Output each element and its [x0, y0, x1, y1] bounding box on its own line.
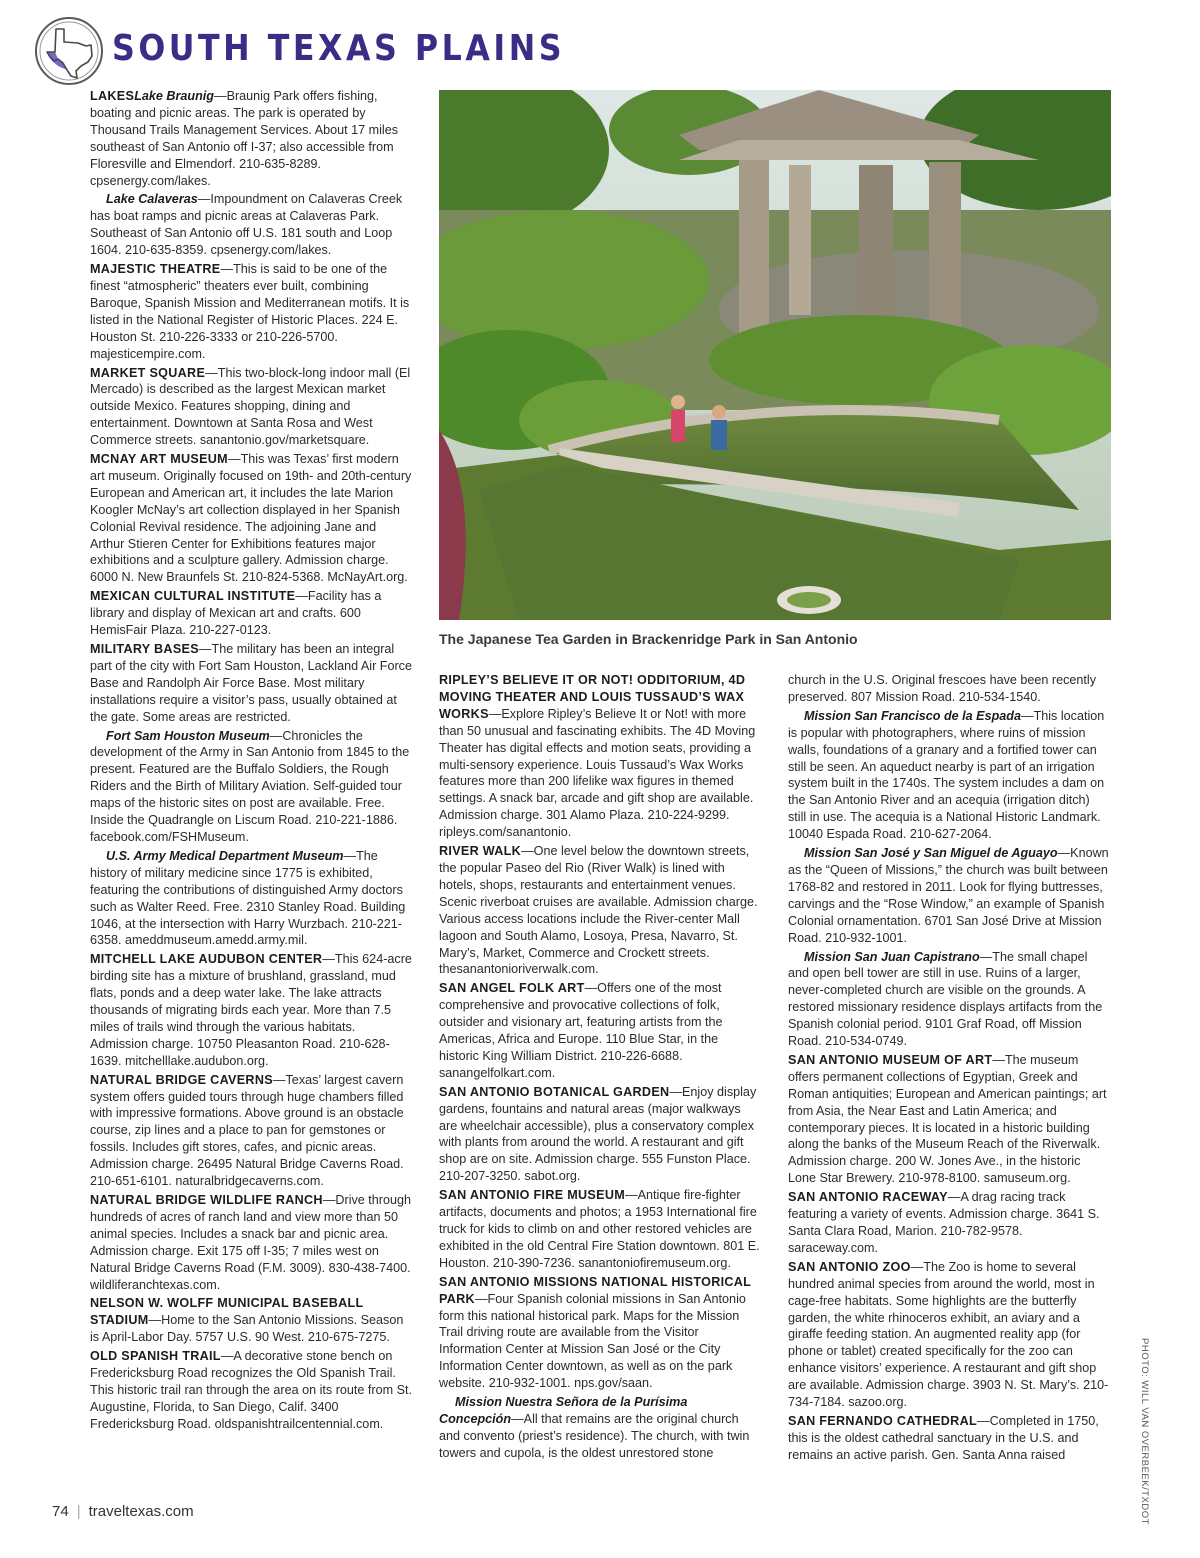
entry-body: —Drive through hundreds of acres of ranch land and view more than 50 animal species. Includes a snack bar and picnic area. Admission charge. Exit 175 off I-35; 7 miles west on Natural Bridge Caverns Road (F.M. 3009). 830-438-7400. wildliferanchtexas.com. — [90, 1193, 412, 1292]
listing-entry — [90, 365, 412, 450]
entry-body: —This was Texas’ first modern art museum. Originally focused on 19th- and 20th-century European and American art, it includes the late Marion Koogler McNay’s art collection displayed in her Spanish Colonial Revival residence. The adjoining Jane and Arthur Stieren Center for Exhibitions features major exhibitions and a sculpture gallery. Admission charge. 6000 N. New Braunfels St. 210-824-5368. McNayArt.org. — [90, 452, 412, 585]
entry-body: —This 624-acre birding site has a mixture of brushland, grassland, mud flats, ponds and a deep water lake. The lake attracts thousands of migrating birds each year. More than 7.5 miles of trails wind through the various habitats. Admission charge. 10750 Pleasanton Road. 210-628-1639. mitchelllake.audubon.org. — [90, 952, 412, 1068]
entry-body: —The small chapel and open bell tower are still in use. Ruins of a larger, never-completed church are visible on the grounds. A restored missionary residence displays artifacts from the Spanish colonial period. 9101 Graf Road, off Mission Road. 210-534-0749. — [788, 949, 1103, 1049]
listing-column-3 — [788, 672, 1110, 1466]
entry-subheading: Lake Braunig — [134, 89, 214, 103]
entry-body: —A drag racing track featuring a variety of events. Admission charge. 3641 S. Santa Clara Road, Marion. 210-782-9578. saraceway.com. — [788, 1190, 1100, 1255]
entry-heading: RIPLEY’S BELIEVE IT OR NOT! ODDITORIUM, 4D MOVING THEATER AND LOUIS TUSSAUD’S WAX WORKS — [439, 673, 746, 721]
listing-entry — [90, 451, 412, 586]
listing-entry — [439, 1394, 761, 1462]
listing-entry — [439, 980, 761, 1081]
entry-heading: MCNAY ART MUSEUM — [90, 452, 228, 467]
entry-body: —A decorative stone bench on Fredericksburg Road recognizes the Old Spanish Trail. This historic trail ran through the area on its route from St. Augustine, Florida, to San Diego, Calif. 3400 Fredericksburg Road. oldspanishtrailcentennial.com. — [90, 1349, 412, 1431]
entry-heading: NELSON W. WOLFF MUNICIPAL BASEBALL STADIUM — [90, 1296, 364, 1328]
listing-column-1 — [90, 88, 412, 1435]
listing-entry — [439, 1274, 761, 1392]
entry-body: —The military has been an integral part of the city with Fort Sam Houston, Lackland Air Force Base and Randolph Air Force Base. Most military installations require a visitor’s pass, usually obtained at the gate. Some areas are restricted. — [90, 642, 412, 724]
listing-entry — [439, 1187, 761, 1272]
entry-heading: OLD SPANISH TRAIL — [90, 1349, 221, 1364]
entry-body: —Enjoy display gardens, fountains and natural areas (major walkways are wheelchair accessible), plus a conservatory complex with plants from around the world. A restaurant and gift shop are on site. Admission charge. 555 Funston Place. 210-207-3250. sabot.org. — [439, 1084, 757, 1184]
listing-column-2 — [439, 672, 761, 1464]
entry-body: —Facility has a library and display of Mexican art and crafts. 600 HemisFair Plaza. 210-227-0123. — [90, 589, 382, 638]
entry-body: —The history of military medicine since 1775 is exhibited, featuring the contributions of distinguished Army doctors such as Walter Reed. Free. 2310 Stanley Road. Building 1046, at the intersection with Harry Wurzbach. 210-221-6358. ameddmuseum.amedd.army.mil. — [90, 848, 406, 948]
listing-entry — [90, 88, 412, 189]
entry-heading: MAJESTIC THEATRE — [90, 262, 221, 277]
entry-heading: SAN ANTONIO MUSEUM OF ART — [788, 1052, 993, 1067]
entry-body: —Four Spanish colonial missions in San Antonio form this national historical park. Maps for the Mission Trail driving route are available from the Visitor Information Center at Mission San José or the City Information Center downtown, as well as on the park website. 210-932-1001. nps.gov/saan. — [439, 1291, 746, 1391]
listing-entry — [90, 588, 412, 639]
entry-subheading: Lake Calaveras — [106, 192, 198, 207]
listing-entry — [90, 1072, 412, 1190]
listing-entry — [788, 1259, 1110, 1411]
entry-body: —This two-block-long indoor mall (El Mercado) is described as the largest Mexican market outside Mexico. Features shopping, dining and entertainment. Downtown at Santa Rosa and West Commerce streets. sanantonio.gov/marketsquare. — [90, 365, 411, 448]
entry-heading: MARKET SQUARE — [90, 365, 206, 380]
entry-body: —Completed in 1750, this is the oldest cathedral sanctuary in the U.S. and remains an active parish. Gen. Santa Anna raised — [788, 1413, 1099, 1462]
entry-heading: SAN ANTONIO BOTANICAL GARDEN — [439, 1084, 670, 1099]
listing-entry — [90, 951, 412, 1069]
page-number: 74 — [52, 1503, 69, 1520]
listing-entry — [788, 708, 1110, 843]
entry-body: —Home to the San Antonio Missions. Season is April-Labor Day. 5757 U.S. 90 West. 210-675-7275. — [90, 1313, 404, 1345]
listing-entry — [90, 848, 412, 949]
entry-heading: LAKES — [90, 89, 135, 103]
entry-heading: SAN FERNANDO CATHEDRAL — [788, 1413, 977, 1428]
listing-entry — [90, 191, 412, 259]
listing-entry — [90, 261, 412, 362]
entry-body: —This location is popular with photographers, where ruins of mission walls, foundations of a granary and a fortified tower can still be seen. An aqueduct nearby is part of an irrigation system built in the 1740s. The system includes a dam on the San Antonio River and an acequia (irrigation ditch) still in use. The acequia is a National Historic Landmark. 10040 Espada Road. 210-627-2064. — [788, 708, 1105, 842]
entry-body: —The museum offers permanent collections of Egyptian, Greek and Roman antiquities; European and American paintings; art from Asia, the Near East and Latin America; and contemporary pieces. It is located in a historic building along the banks of the Museum Reach of the Riverwalk. Admission charge. 200 W. Jones Ave., in the historic Lone Star Brewery. 210-978-8100. samuseum.org. — [788, 1052, 1107, 1186]
entry-body: —This is said to be one of the finest “atmospheric” theaters ever built, combining Baroque, Spanish Mission and Mediterranean motifs. It is listed in the National Register of Historic Places. 224 E. Houston St. 210-226-3333 or 210-226-5700. majesticempire.com. — [90, 262, 410, 361]
entry-heading: SAN ANTONIO MISSIONS NATIONAL HISTORICAL PARK — [439, 1274, 751, 1306]
entry-heading: MITCHELL LAKE AUDUBON CENTER — [90, 952, 323, 967]
entry-body: —Antique fire-fighter artifacts, documents and photos; a 1953 International fire truck for kids to climb on and other restored vehicles are exhibited in the old Central Fire Station downtown. 801 E. Houston. 210-390-7236. sanantoniofiremuseum.org. — [439, 1188, 760, 1270]
listing-entry — [439, 672, 761, 841]
entry-body: —Known as the “Queen of Missions,” the church was built between 1768-82 and restored in 2011. Look for flying buttresses, carvings and the “Rose Window,” an example of Spanish Colonial ornamentation. 6701 San José Drive at Mission Road. 210-932-1001. — [788, 846, 1109, 945]
entry-heading: NATURAL BRIDGE CAVERNS — [90, 1072, 273, 1087]
listing-entry — [90, 641, 412, 726]
listing-entry — [439, 843, 761, 978]
entry-heading: SAN ANTONIO ZOO — [788, 1259, 911, 1274]
entry-heading: SAN ANTONIO RACEWAY — [788, 1190, 948, 1205]
entry-subheading: Mission Nuestra Señora de la Purísima Concepción — [439, 1395, 688, 1426]
listing-entry — [90, 1348, 412, 1433]
entry-heading: RIVER WALK — [439, 844, 522, 859]
entry-body: —Chronicles the development of the Army in San Antonio from 1845 to the present. Featured are the Buffalo Soldiers, the Rough Riders and the Birth of Military Aviation. Self-guided tour maps of the historic sites on post are available. Free. Inside the Quadrangle on Liscum Road. 210-221-1886. facebook.com/FSHMuseum. — [90, 728, 410, 844]
entry-body: —All that remains are the original church and convento (priest’s residence). The church, with twin towers and cupola, is the oldest unrestored stone — [439, 1411, 750, 1460]
entry-subheading: U.S. Army Medical Department Museum — [106, 848, 344, 863]
entry-body: —Texas’ largest cavern system offers guided tours through huge chambers filled with impressive formations. Above ground is an obstacle course, zip lines and a place to pan for gemstones or fossils. Includes gift stores, cafes, and picnic areas. Admission charge. 26495 Natural Bridge Caverns Road. 210-651-6101. naturalbridgecaverns.com. — [90, 1072, 404, 1189]
entry-body: church in the U.S. Original frescoes have been recently preserved. 807 Mission Road. 210-534-1540. — [788, 673, 1097, 704]
texas-outline-icon — [34, 16, 104, 86]
listing-entry — [788, 1189, 1110, 1257]
entry-heading: SAN ANTONIO FIRE MUSEUM — [439, 1188, 626, 1203]
listing-entry — [90, 1295, 412, 1346]
page-header — [34, 16, 594, 86]
page-footer — [52, 1503, 194, 1520]
entry-subheading: Mission San Francisco de la Espada — [804, 708, 1021, 723]
footer-divider: | — [76, 1503, 81, 1520]
photo-caption: The Japanese Tea Garden in Brackenridge Park in San Antonio — [439, 631, 858, 647]
entry-heading: MEXICAN CULTURAL INSTITUTE — [90, 589, 296, 604]
listing-entry — [90, 728, 412, 846]
entry-body: —Explore Ripley’s Believe It or Not! with more than 50 unusual and fascinating exhibits. The 4D Moving Theater has digital effects and motion seats, providing a multi-sensory experience. Louis Tussaud’s Wax Works features more than 200 lifelike wax figures in themed settings. A snack bar, arcade and gift shop are available. Admission charge. 301 Alamo Plaza. 210-224-9299. ripleys.com/sanantonio. — [439, 706, 756, 840]
footer-site-link[interactable]: traveltexas.com — [88, 1503, 194, 1520]
entry-subheading: Mission San José y San Miguel de Aguayo — [804, 846, 1058, 861]
entry-subheading: Fort Sam Houston Museum — [106, 728, 270, 743]
entry-body: —One level below the downtown streets, the popular Paseo del Rio (River Walk) is lined with hotels, shops, restaurants and entertainment venues. Scenic riverboat cruises are available. Admission charge. Various access locations include the River-center Mall lagoon and South Alamo, Losoya, Presa, Navarro, St. Mary’s, Market, Commerce and Crockett streets. thesanantonioriverwalk.com. — [439, 844, 758, 977]
entry-heading: SAN ANGEL FOLK ART — [439, 981, 585, 996]
listing-entry — [788, 672, 1110, 706]
listing-entry — [788, 845, 1110, 946]
listing-entry — [439, 1084, 761, 1185]
entry-subheading: Mission San Juan Capistrano — [804, 949, 980, 964]
entry-body: —Braunig Park offers fishing, boating and picnic areas. The park is operated by Thousand Trails Management Services. About 17 miles southeast of San Antonio off I-37; also accessible from Floresville and Elmendorf. 210-635-8289. cpsenergy.com/lakes. — [90, 89, 399, 188]
tea-garden-illustration — [439, 90, 1111, 620]
entry-heading: NATURAL BRIDGE WILDLIFE RANCH — [90, 1193, 323, 1207]
photo-credit: PHOTO: WILL VAN OVERBEEK/TXDOT — [1139, 1338, 1150, 1525]
listing-entry — [788, 949, 1110, 1050]
listing-entry — [788, 1052, 1110, 1187]
section-title: SOUTH TEXAS PLAINS — [112, 28, 566, 69]
entry-body: —Impoundment on Calaveras Creek has boat ramps and picnic areas at Calaveras Park. Southeast of San Antonio off U.S. 181 south and Loop 1604. 210-635-8359. cpsenergy.com/lakes. — [90, 192, 403, 258]
entry-body: —Offers one of the most comprehensive and provocative collections of folk, outsider and visionary art, featuring artists from the Americas, Africa and Europe. 110 Blue Star, in the historic King William District. 210-226-6688. sanangelfolkart.com. — [439, 981, 723, 1080]
listing-entry — [90, 1192, 412, 1293]
entry-body: —The Zoo is home to several hundred animal species from around the world, most in cage-free habitats. Some highlights are the butterfly garden, the white rhinoceros exhibit, an aviary and a giraffe feeding station. An augmented reality app (for phone or tablet) created specifically for the zoo can enhance visitors’ experience. A restaurant and gift shop are available. Admission charge. 3903 N. St. Mary’s. 210-734-7184. sazoo.org. — [788, 1259, 1109, 1410]
tea-garden-photo — [439, 90, 1111, 620]
entry-heading: MILITARY BASES — [90, 642, 199, 656]
listing-entry — [788, 1413, 1110, 1464]
